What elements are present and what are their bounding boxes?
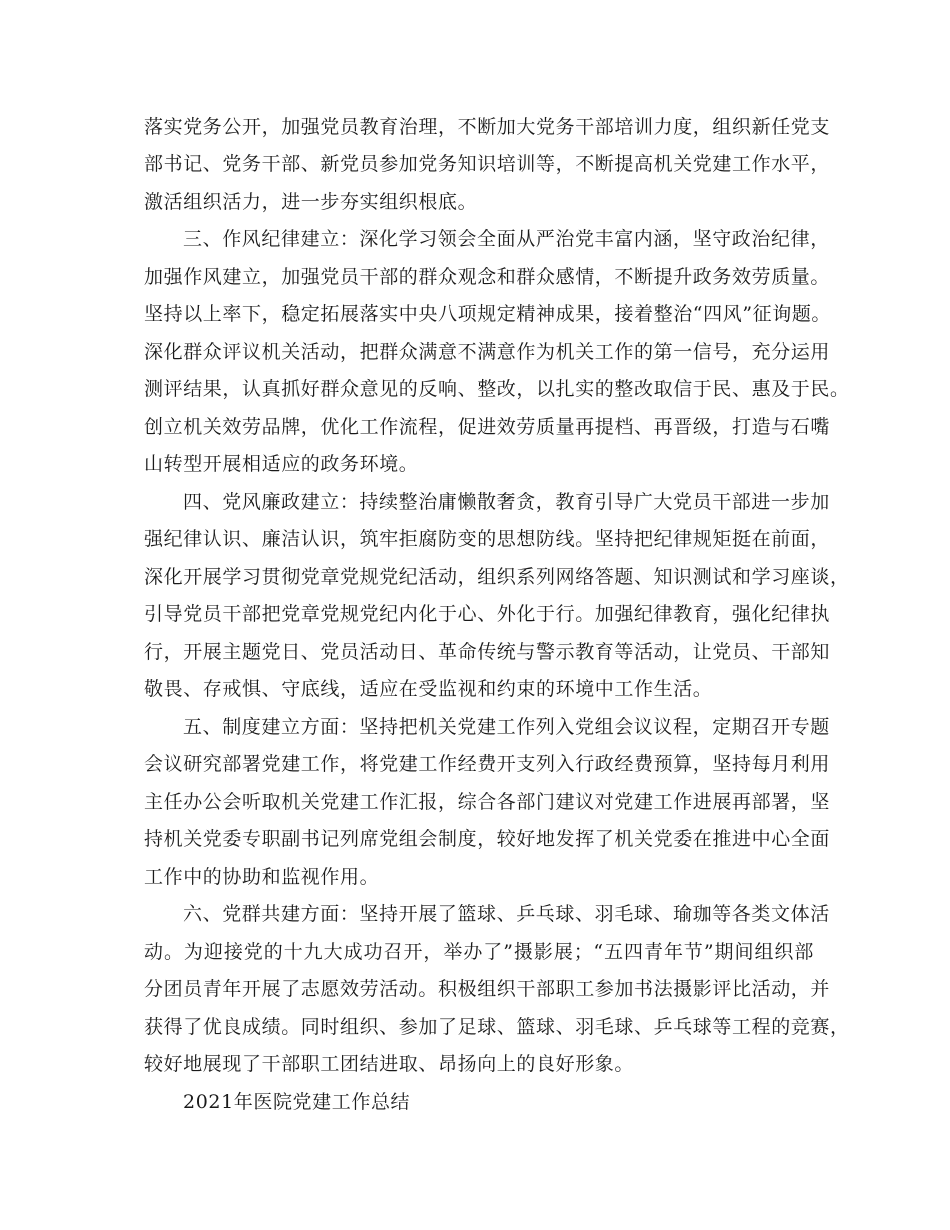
paragraph-line: 工作中的协助和监视作用。 <box>144 866 380 888</box>
section-heading-line: 三、作风纪律建立：深化学习领会全面从严治党丰富内涵，坚守政治纪律， <box>183 228 830 250</box>
paragraph-line: 敬畏、存戒惧、守底线，适应在受监视和约束的环境中工作生活。 <box>144 678 713 700</box>
paragraph-line: 引导党员干部把党章党规党纪内化于心、外化于行。加强纪律教育，强化纪律执 <box>144 603 831 625</box>
section-heading-line: 六、党群共建方面：坚持开展了篮球、乒乓球、羽毛球、瑜珈等各类文体活 <box>183 903 830 925</box>
section-heading-line: 四、党风廉政建立：持续整治庸懒散奢贪，教育引导广大党员干部进一步加 <box>183 491 830 513</box>
paragraph-line: 获得了优良成绩。同时组织、参加了足球、篮球、羽毛球、乒乓球等工程的竞赛， <box>144 1016 850 1038</box>
paragraph-line: 坚持以上率下，稳定拓展落实中央八项规定精神成果，接着整治“四风”征询题。 <box>144 303 832 325</box>
paragraph-line: 激活组织活力，进一步夯实组织根底。 <box>144 191 478 213</box>
document-title-line: 2021年医院党建工作总结 <box>183 1091 411 1113</box>
paragraph-line: 动。为迎接党的十九大成功召开，举办了”摄影展；“五四青年节”期间组织部 <box>144 941 814 963</box>
paragraph-line: 会议研究部署党建工作，将党建工作经费开支列入行政经费预算，坚持每月利用 <box>144 753 831 775</box>
paragraph-line: 山转型开展相适应的政务环境。 <box>144 453 419 475</box>
paragraph-line: 部书记、党务干部、新党员参加党务知识培训等，不断提高机关党建工作水平， <box>144 153 831 175</box>
paragraph-line: 加强作风建立，加强党员干部的群众观念和群众感情，不断提升政务效劳质量。 <box>144 266 831 288</box>
paragraph-line: 落实党务公开，加强党员教育治理，不断加大党务干部培训力度，组织新任党支 <box>144 116 831 138</box>
paragraph-line: 深化开展学习贯彻党章党规党纪活动，组织系列网络答题、知识测试和学习座谈， <box>144 566 850 588</box>
paragraph-line: 行，开展主题党日、党员活动日、革命传统与警示教育等活动，让党员、干部知 <box>144 641 831 663</box>
paragraph-line: 创立机关效劳品牌，优化工作流程，促进效劳质量再提档、再晋级，打造与石嘴 <box>144 416 831 438</box>
paragraph-line: 测评结果，认真抓好群众意见的反响、整改，以扎实的整改取信于民、惠及于民。 <box>144 378 850 400</box>
paragraph-line: 分团员青年开展了志愿效劳活动。积极组织干部职工参加书法摄影评比活动，并 <box>144 978 831 1000</box>
paragraph-line: 深化群众评议机关活动，把群众满意不满意作为机关工作的第一信号，充分运用 <box>144 341 831 363</box>
section-heading-line: 五、制度建立方面：坚持把机关党建工作列入党组会议议程，定期召开专题 <box>183 716 830 738</box>
paragraph-line: 主任办公会听取机关党建工作汇报，综合各部门建议对党建工作进展再部署，坚 <box>144 791 831 813</box>
paragraph-line: 强纪律认识、廉洁认识，筑牢拒腐防变的思想防线。坚持把纪律规矩挺在前面， <box>144 528 831 550</box>
paragraph-line: 较好地展现了干部职工团结进取、昂扬向上的良好形象。 <box>144 1053 635 1075</box>
paragraph-line: 持机关党委专职副书记列席党组会制度，较好地发挥了机关党委在推进中心全面 <box>144 828 831 850</box>
